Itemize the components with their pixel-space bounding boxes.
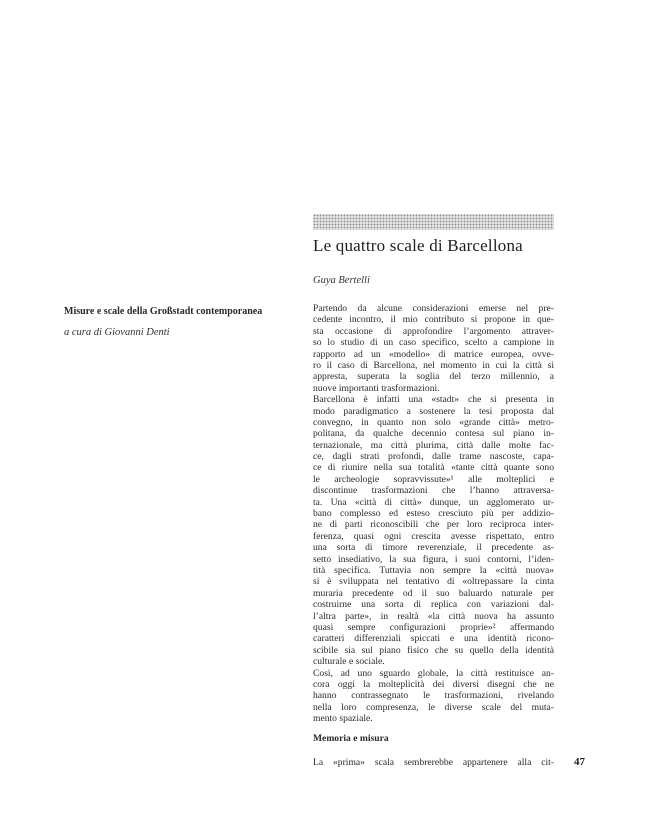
body-line: cora oggi la molteplicità dei diversi disegni che ne	[313, 678, 554, 690]
body-line: tità specifica. Tuttavia non sempre la «città nuova»	[313, 564, 554, 576]
body-line: culturale e sociale.	[313, 656, 385, 668]
body-line: l’altra parte», in realtà «la città nuova ha assunto	[313, 610, 554, 622]
body-line: so lo studio di un caso specifico, scelto a campione in	[313, 337, 554, 349]
body-line: modo paradigmatico a sostenere la tesi proposta dal	[313, 405, 554, 417]
article-title: Le quattro scale di Barcellona	[313, 236, 523, 255]
body-line: quasi sempre configurazioni proprie»² affermando	[313, 621, 554, 633]
body-line: scibile sia sul piano fisico che su quello della identità	[313, 644, 554, 656]
body-line: nuove importanti trasformazioni.	[313, 382, 440, 394]
body-line: Barcellona è infatti una «stadt» che si presenta in	[313, 394, 554, 406]
body-line: discontinue trasformazioni che l’hanno attraversa-	[313, 485, 554, 497]
body-line: muraria precedente od il suo baluardo naturale per	[313, 587, 554, 599]
body-line: si è sviluppata nel tentativo di «oltrepassare la cinta	[313, 576, 554, 588]
body-line: convegno, in quanto non solo «grande città» metro-	[313, 416, 554, 428]
series-editor: a cura di Giovanni Denti	[64, 327, 170, 338]
body-line: appresta, superata la soglia del terzo millennio, a	[313, 371, 554, 383]
section-body-line: La «prima» scala sembrerebbe appartenere alla cit-	[313, 757, 554, 768]
body-line: ne di parti riconoscibili che per loro reciproca inter-	[313, 519, 554, 531]
body-line: ta. Una «città di città» dunque, un agglomerato ur-	[313, 496, 554, 508]
body-line: costruirne una sorta di replica con variazioni dal-	[313, 599, 554, 611]
body-line: setto insediativo, la sua figura, i suoi contorni, l’iden-	[313, 553, 554, 565]
body-line: ce di riunire nella sua totalità «tante città quante sono	[313, 462, 554, 474]
body-line: hanno contrassegnato le trasformazioni, rivelando	[313, 690, 554, 702]
body-line: rapporto ad un «modello» di matrice europea, ovve-	[313, 348, 554, 360]
body-line: ternazionale, ma città plurima, città dalle molte fac-	[313, 439, 554, 451]
body-line: ce, dagli strati profondi, dalle trame nascoste, capa-	[313, 451, 554, 463]
body-line: caratteri differenziali spiccati e una identità ricono-	[313, 633, 554, 645]
body-line: ferenza, quasi ogni crescita avesse rispettato, entro	[313, 530, 554, 542]
page-number: 47	[574, 756, 585, 768]
body-line: politana, da qualche decennio contesa sul piano in-	[313, 428, 554, 440]
body-line: cedente incontro, il mio contributo si propone in que-	[313, 314, 554, 326]
article-author: Guya Bertelli	[313, 275, 370, 286]
body-line: mento spaziale.	[313, 713, 373, 725]
body-line: ro il caso di Barcellona, nel momento in cui la città si	[313, 359, 554, 371]
series-title: Misure e scale della Großstadt contemporanea	[64, 306, 263, 317]
body-line: Così, ad uno sguardo globale, la città restituisce an-	[313, 667, 554, 679]
body-line: nella loro compresenza, le diverse scale del muta-	[313, 701, 554, 713]
body-line: sta occasione di approfondire l’argomento attraver-	[313, 325, 554, 337]
body-line: Partendo da alcune considerazioni emerse nel pre-	[313, 303, 554, 314]
decorative-pattern-bar	[313, 214, 554, 230]
body-line: le archeologie sopravvissute»¹ alle molteplici e	[313, 473, 554, 485]
article-body	[313, 303, 554, 724]
section-heading: Memoria e misura	[313, 733, 389, 744]
body-line: una sorta di timore reverenziale, il precedente as-	[313, 542, 554, 554]
body-line: bano complesso ed esteso cresciuto più per addizio-	[313, 508, 554, 520]
